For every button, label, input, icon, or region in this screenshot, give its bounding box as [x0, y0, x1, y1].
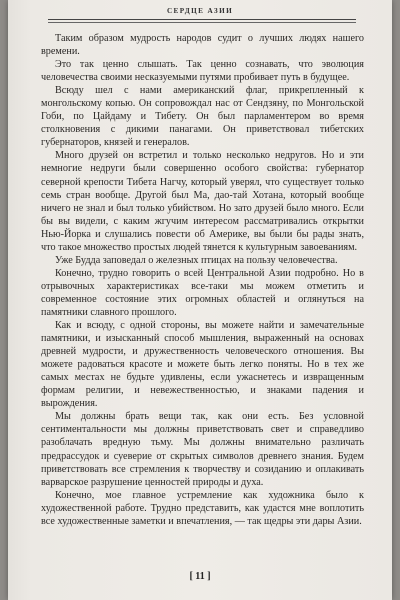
- paragraph: Мы должны брать вещи так, как они есть. Без условной сентиментальности мы должны приветствовать свет и справедливо разоблачать вредную тьму. Мы должны внимательно различать предрассудок и суеверие от скрытых символов древнего знания. Будем приветствовать все стремления к творчеству и созиданию и оплакивать варварское разрушение ценностей природы и духа.: [41, 411, 364, 488]
- paragraph: Как и всюду, с одной стороны, вы можете найти и замечательные памятники, и изысканный способ мышления, выраженный на основах древней мудрости, и дружественность человеческого отношения. Вы можете радоваться красоте и можете быть легко поняты. Но в тех же самых местах не будьте удивлены, если ужаснетесь и извращенным формам религии, и невежественностью, и знаками падения и вырождения.: [41, 320, 364, 410]
- paragraph: Уже Будда заповедал о железных птицах на пользу человечества.: [55, 254, 338, 266]
- header-rule: [48, 19, 356, 20]
- paragraph: Таким образом мудрость народов судит о лучших людях нашего времени.: [41, 33, 364, 58]
- paragraph: Конечно, трудно говорить о всей Центральной Азии подробно. Но в отрывочных характеристиках все-таки мы можем отметить и современное состояние этих огромных областей и оглянуться на памятники славного прошлого.: [41, 267, 364, 318]
- body-text: [41, 32, 364, 528]
- book-page: [8, 0, 392, 600]
- paragraph: Всюду шел с нами американский флаг, прикрепленный к монгольскому копью. Он сопровождал нас от Сендзяну, по Монгольской Гоби, по Цайдаму и Тибету. Он был парламентером во время столкновения с дикими панагами. Он приветствовал тибетских губернаторов, князей и генералов.: [41, 85, 364, 149]
- page-number: [ 11 ]: [189, 571, 211, 582]
- running-title: СЕРДЦЕ АЗИИ: [166, 7, 234, 15]
- paragraph: Конечно, мое главное устремление как художника было к художественной работе. Трудно представить, как удастся мне воплотить все художественные заметки и впечатления, — так щедры эти дары Азии.: [41, 489, 364, 527]
- paragraph: Много друзей он встретил и только несколько недругов. Но и эти немногие недруги были совершенно особого свойства: губернатор северной крепости Тибета Нагчу, который уверял, что существует только семь стран вообще. Другой был Ма, дао-тай Хотана, который вообще ничего не знал и был только убийством. Но зато друзей было много. Если бы вы видели, с каким жгучим интересом рассматривались открытки Нью-Йорка и слушались повести об Америке, вы были бы рады знать, что такое множество простых людей тянется к культурным завоеваниям.: [41, 150, 364, 253]
- paragraph: Это так ценно слышать. Так ценно сознавать, что эволюция человечества своими несказуемыми путями пробивает путь в будущее.: [41, 59, 364, 84]
- header-rule-thin: [48, 22, 356, 23]
